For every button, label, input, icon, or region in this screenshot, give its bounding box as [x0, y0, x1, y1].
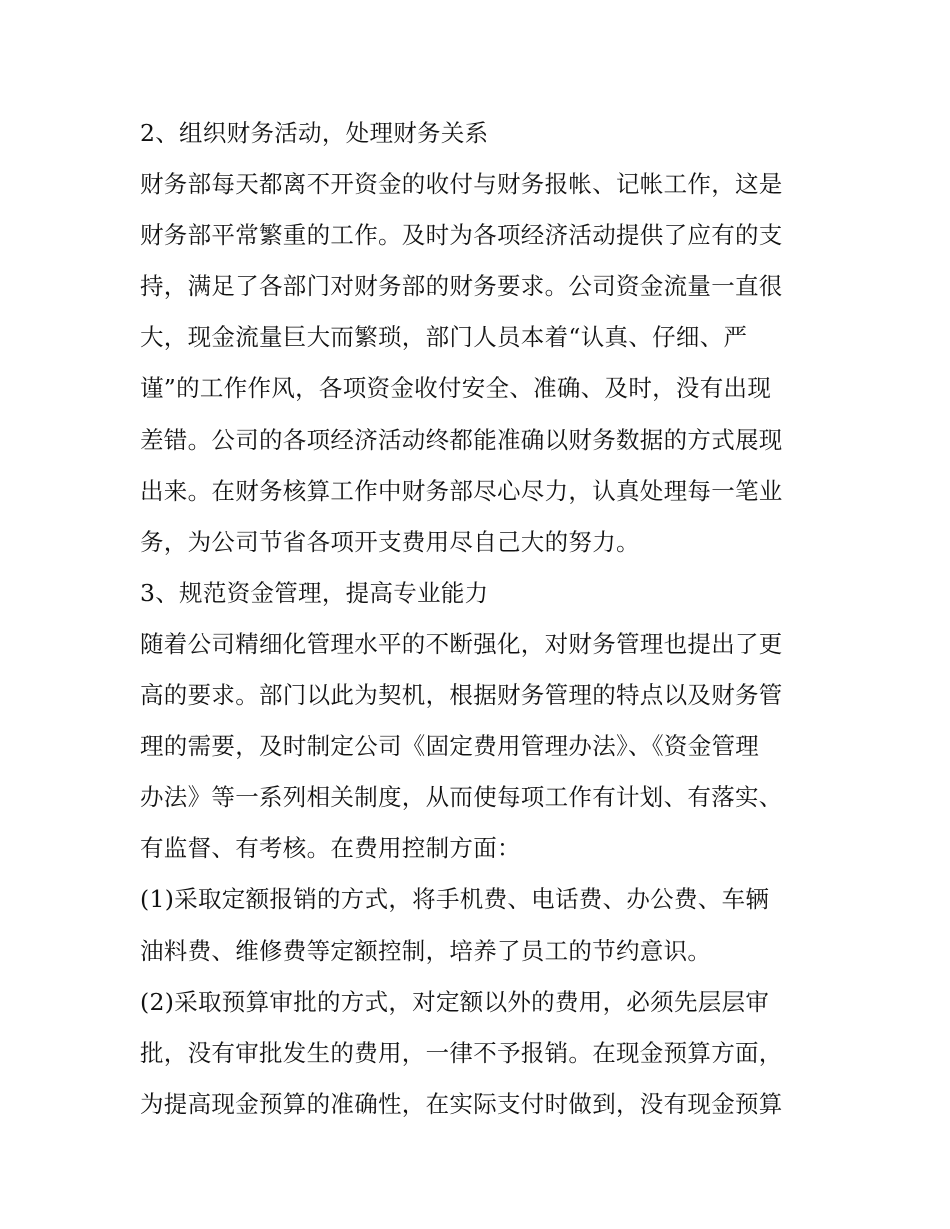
list-item-2-continued: 为提高现金预算的准确性，在实际支付时做到，没有现金预算 [140, 1089, 783, 1118]
paragraph-line: 谨”的工作作风，各项资金收付安全、准确、及时，没有出现 [140, 374, 772, 403]
paragraph-line: 大，现金流量巨大而繁琐，部门人员本着“认真、仔细、严 [140, 323, 748, 352]
paragraph-line: 办法》等一系列相关制度，从而使每项工作有计划、有落实、 [140, 783, 783, 812]
paragraph-line: 理的需要，及时制定公司《固定费用管理办法》、《资金管理 [140, 732, 760, 761]
paragraph-line: 高的要求。部门以此为契机，根据财务管理的特点以及财务管 [140, 681, 783, 710]
paragraph-line: 务，为公司节省各项开支费用尽自己大的努力。 [140, 527, 640, 556]
list-item-1-continued: 油料费、维修费等定额控制，培养了员工的节约意识。 [140, 936, 712, 965]
paragraph-line: 出来。在财务核算工作中财务部尽心尽力，认真处理每一笔业 [140, 476, 783, 505]
paragraph-line: 持，满足了各部门对财务部的财务要求。公司资金流量一直很 [140, 272, 783, 301]
paragraph-line: 财务部每天都离不开资金的收付与财务报帐、记帐工作，这是 [140, 170, 783, 199]
section-heading-3: 3、规范资金管理，提高专业能力 [140, 578, 489, 607]
section-heading-2: 2、组织财务活动，处理财务关系 [140, 119, 489, 147]
paragraph-line: 有监督、有考核。在费用控制方面： [140, 834, 521, 863]
paragraph-line: 差错。公司的各项经济活动终都能准确以财务数据的方式展现 [140, 425, 783, 454]
list-item-2: (2)采取预算审批的方式，对定额以外的费用，必须先层层审 [140, 987, 770, 1016]
paragraph-line: 财务部平常繁重的工作。及时为各项经济活动提供了应有的支 [140, 221, 783, 250]
list-item-2-continued: 批，没有审批发生的费用，一律不予报销。在现金预算方面， [140, 1038, 783, 1067]
paragraph-line: 随着公司精细化管理水平的不断强化，对财务管理也提出了更 [140, 629, 783, 658]
list-item-1: (1)采取定额报销的方式，将手机费、电话费、办公费、车辆 [140, 885, 770, 914]
document-body [140, 108, 820, 1130]
